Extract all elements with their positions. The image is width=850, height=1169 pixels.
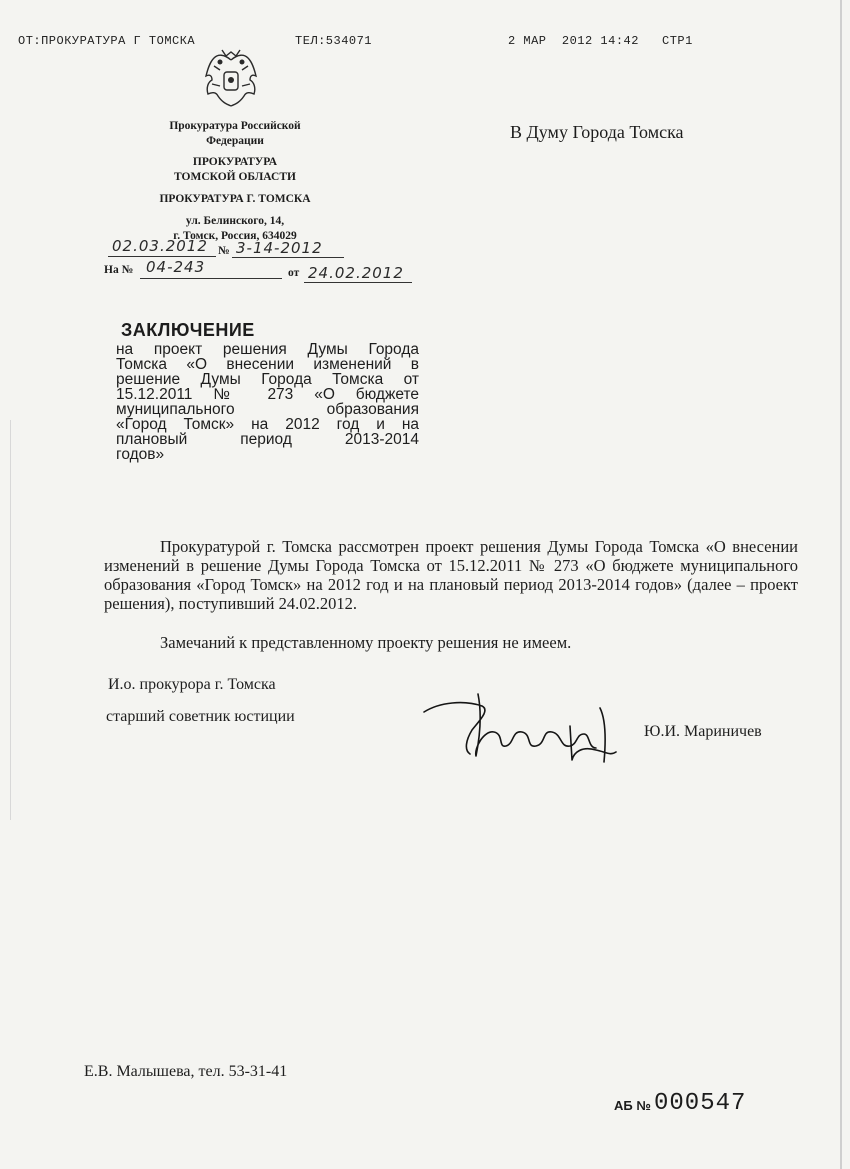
conclusion-line: Томска «О внесении изменений в [116,356,419,373]
letterhead-line: ТОМСКОЙ ОБЛАСТИ [174,171,296,183]
document-title: ЗАКЛЮЧЕНИЕ [121,320,255,340]
from-label: от [288,267,300,279]
conclusion-line: годов» [116,446,165,463]
coat-of-arms-icon [198,46,264,110]
conclusion-line: плановый период 2013-2014 [116,431,419,448]
serial-number: 000547 [654,1090,747,1117]
fax-datetime: 2 МАР 2012 14:42 [508,34,639,48]
registration-number-label: № [218,245,230,257]
body-paragraph: Прокуратурой г. Томска рассмотрен проект решения Думы Города Томска «О внесении изменений в решение Думы Города Томска от 15.12.2011 № 273 «О бюджете муниципального образования «Город Томск» на 2012 год и на плановый период 2013-2014 годов» (далее – проект решения), поступивший 24.02.2012. [104,537,798,613]
fax-sender: ОТ:ПРОКУРАТУРА Г ТОМСКА [18,34,196,48]
reference-line [140,278,282,279]
number-line [232,257,344,258]
registration-date: 02.03.2012 [112,237,208,255]
letterhead-line: ПРОКУРАТУРА Г. ТОМСКА [159,193,311,205]
conclusion-line: муниципального образования [116,401,419,418]
letterhead-address: ул. Белинского, 14, [185,215,285,227]
reference-label: На № [104,264,134,276]
scan-edge [840,0,842,1169]
signer-rank: старший советник юстиции [106,708,295,725]
date-line [108,256,216,257]
registration-number: 3-14-2012 [236,239,323,257]
conclusion-line: на проект решения Думы Города [116,341,419,358]
letterhead-address: г. Томск, Россия, 634029 [173,230,297,242]
executor-contact: Е.В. Малышева, тел. 53-31-41 [84,1063,288,1080]
letterhead-line: Федерации [206,135,264,147]
handwritten-signature [420,690,630,770]
signer-name: Ю.И. Мариничев [644,723,762,740]
fax-phone: ТЕЛ:534071 [295,34,373,48]
serial-prefix: АБ № [614,1098,651,1113]
body-paragraph: Замечаний к представленному проекту решения не имеем. [160,633,572,652]
reference-date-line [304,282,412,283]
conclusion-line: «Город Томск» на 2012 год и на [116,416,419,433]
conclusion-line: решение Думы Города Томска от [116,371,419,388]
fax-page: СТР1 [662,34,693,48]
scan-edge [10,420,11,820]
letterhead-line: ПРОКУРАТУРА [192,156,278,168]
reference-date: 24.02.2012 [308,264,404,282]
signer-position: И.о. прокурора г. Томска [108,676,276,693]
reference-number: 04-243 [146,258,206,276]
addressee: В Думу Города Томска [510,122,684,142]
conclusion-line: 15.12.2011 № 273 «О бюджете [116,386,419,403]
letterhead-line: Прокуратура Российской [169,120,301,132]
